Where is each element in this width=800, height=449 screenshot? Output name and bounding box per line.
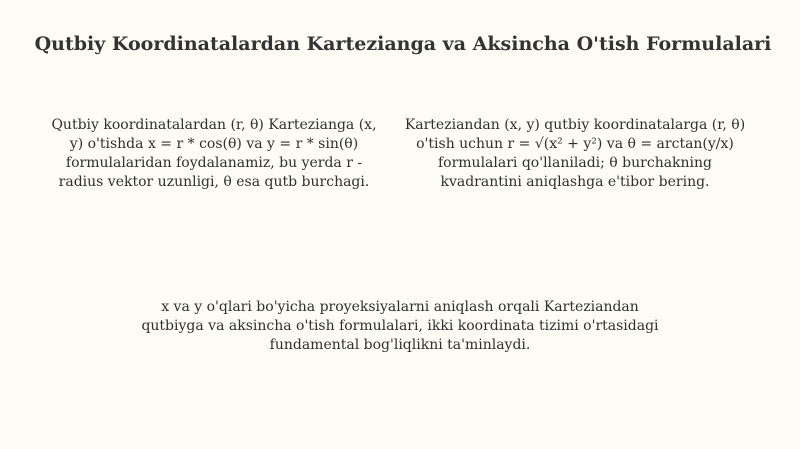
summary-text: x va y o'qlari bo'yicha proyeksiyalarni aniqlash orqali Karteziandan qutbiyga va aksincha o'tish formulalari, ikki koordinata tizimi o'rtasidagi fundamental bog'liqlikni ta'minlaydi. <box>141 299 659 353</box>
cartesian-to-polar-text: Karteziandan (x, y) qutbiy koordinatalarga (r, θ) o'tish uchun r = √(x² + y²) va θ = arctan(y/x) formulalari qo'llaniladi; θ burchakning kvadrantini aniqlashga e'tibor bering. <box>404 117 746 190</box>
slide-title: Qutbiy Koordinatalardan Kartezianga va Aksincha O'tish Formulalari <box>34 33 772 55</box>
polar-to-cartesian-text: Qutbiy koordinatalardan (r, θ) Kartezianga (x, y) o'tishda x = r * cos(θ) va y = r * sin(θ) formulalaridan foydalanamiz, bu yerda r - radius vektor uzunligi, θ esa qutb burchagi. <box>51 117 377 190</box>
